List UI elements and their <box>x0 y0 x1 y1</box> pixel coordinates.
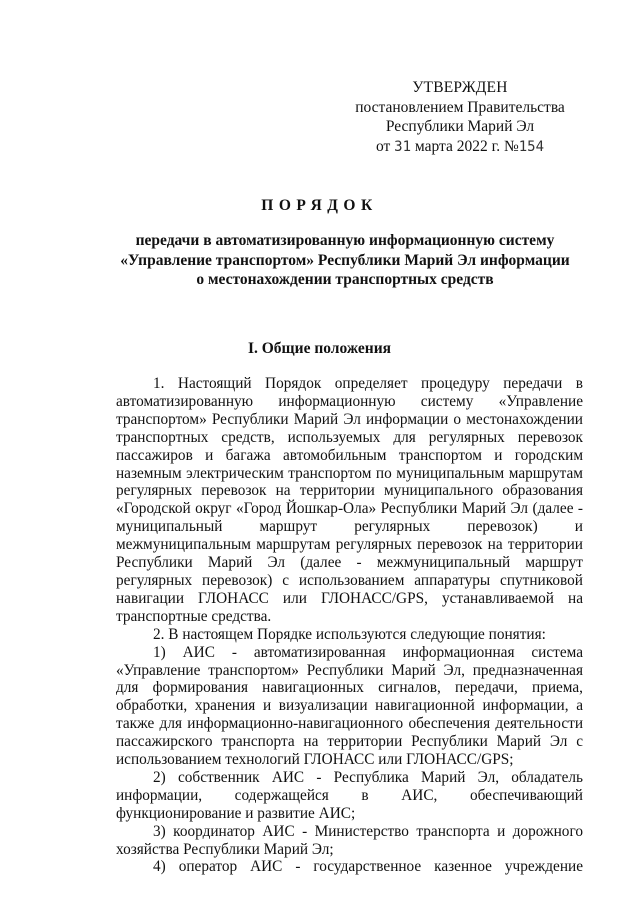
document-title: ПОРЯДОК <box>261 197 378 214</box>
document-subtitle <box>110 231 580 290</box>
subtitle-line-2: «Управление транспортом» Республики Марий Эл информации <box>120 251 570 269</box>
approval-date <box>376 137 544 158</box>
subtitle-line-1: передачи в автоматизированную информационную систему <box>135 232 555 249</box>
paragraph-1: 1. Настоящий Порядок определяет процедуру передачи в автоматизированную информационную систему «Управление транспортом» Республики Марий Эл информации о местонахождении транспортных средств, используемых для регулярных перевозок пассажиров и багажа автомобильным транспортом и городским наземным электрическим транспортом по муниципальным маршрутам регулярных перевозок на территории муниципального образования «Городской округ «Город Йошкар-Ола» Республики Марий Эл (далее - муниципальный маршрут регулярных перевозок) и межмуниципальным маршрутам регулярных перевозок на территории Республики Марий Эл (далее - межмуниципальный маршрут регулярных перевозок) с использованием аппаратуры спутниковой навигации ГЛОНАСС или ГЛОНАСС/GPS, устанавливаемой на транспортные средства. <box>116 375 583 625</box>
approval-date-prefix: от <box>375 137 391 155</box>
approval-date-day: 31 <box>394 138 411 155</box>
section-heading: I. Общие положения <box>247 340 392 357</box>
paragraph-2: 2. В настоящем Порядке используются следующие понятия: <box>153 625 546 643</box>
approval-decree: постановлением Правительства <box>355 98 565 116</box>
approval-number: 154 <box>518 138 545 155</box>
document-body <box>116 375 583 876</box>
definition-3: 3) координатор АИС - Министерство транспорта и дорожного хозяйства Республики Марий Эл; <box>116 822 583 858</box>
approval-republic: Республики Марий Эл <box>385 118 535 135</box>
definition-1: 1) АИС - автоматизированная информационная система «Управление транспортом» Республики Марий Эл, предназначенная для формирования навигационных сигналов, передачи, приема, обработки, хранения и визуализации навигационной информации, а также для информационно-навигационного обеспечения деятельности пассажирского транспорта на территории Республики Марий Эл с использованием технологий ГЛОНАСС или ГЛОНАСС/GPS; <box>116 643 583 769</box>
approval-date-rest: марта 2022 г. № <box>414 137 519 155</box>
approval-stamp <box>330 78 590 157</box>
definition-4: 4) оператор АИС - государственное казенное учреждение <box>153 858 583 876</box>
approval-heading: УТВЕРЖДЕН <box>412 79 508 96</box>
subtitle-line-3: о местонахождении транспортных средств <box>196 271 494 288</box>
definition-2: 2) собственник АИС - Республика Марий Эл, обладатель информации, содержащейся в АИС, обеспечивающий функционирование и развитие АИС; <box>116 768 583 822</box>
